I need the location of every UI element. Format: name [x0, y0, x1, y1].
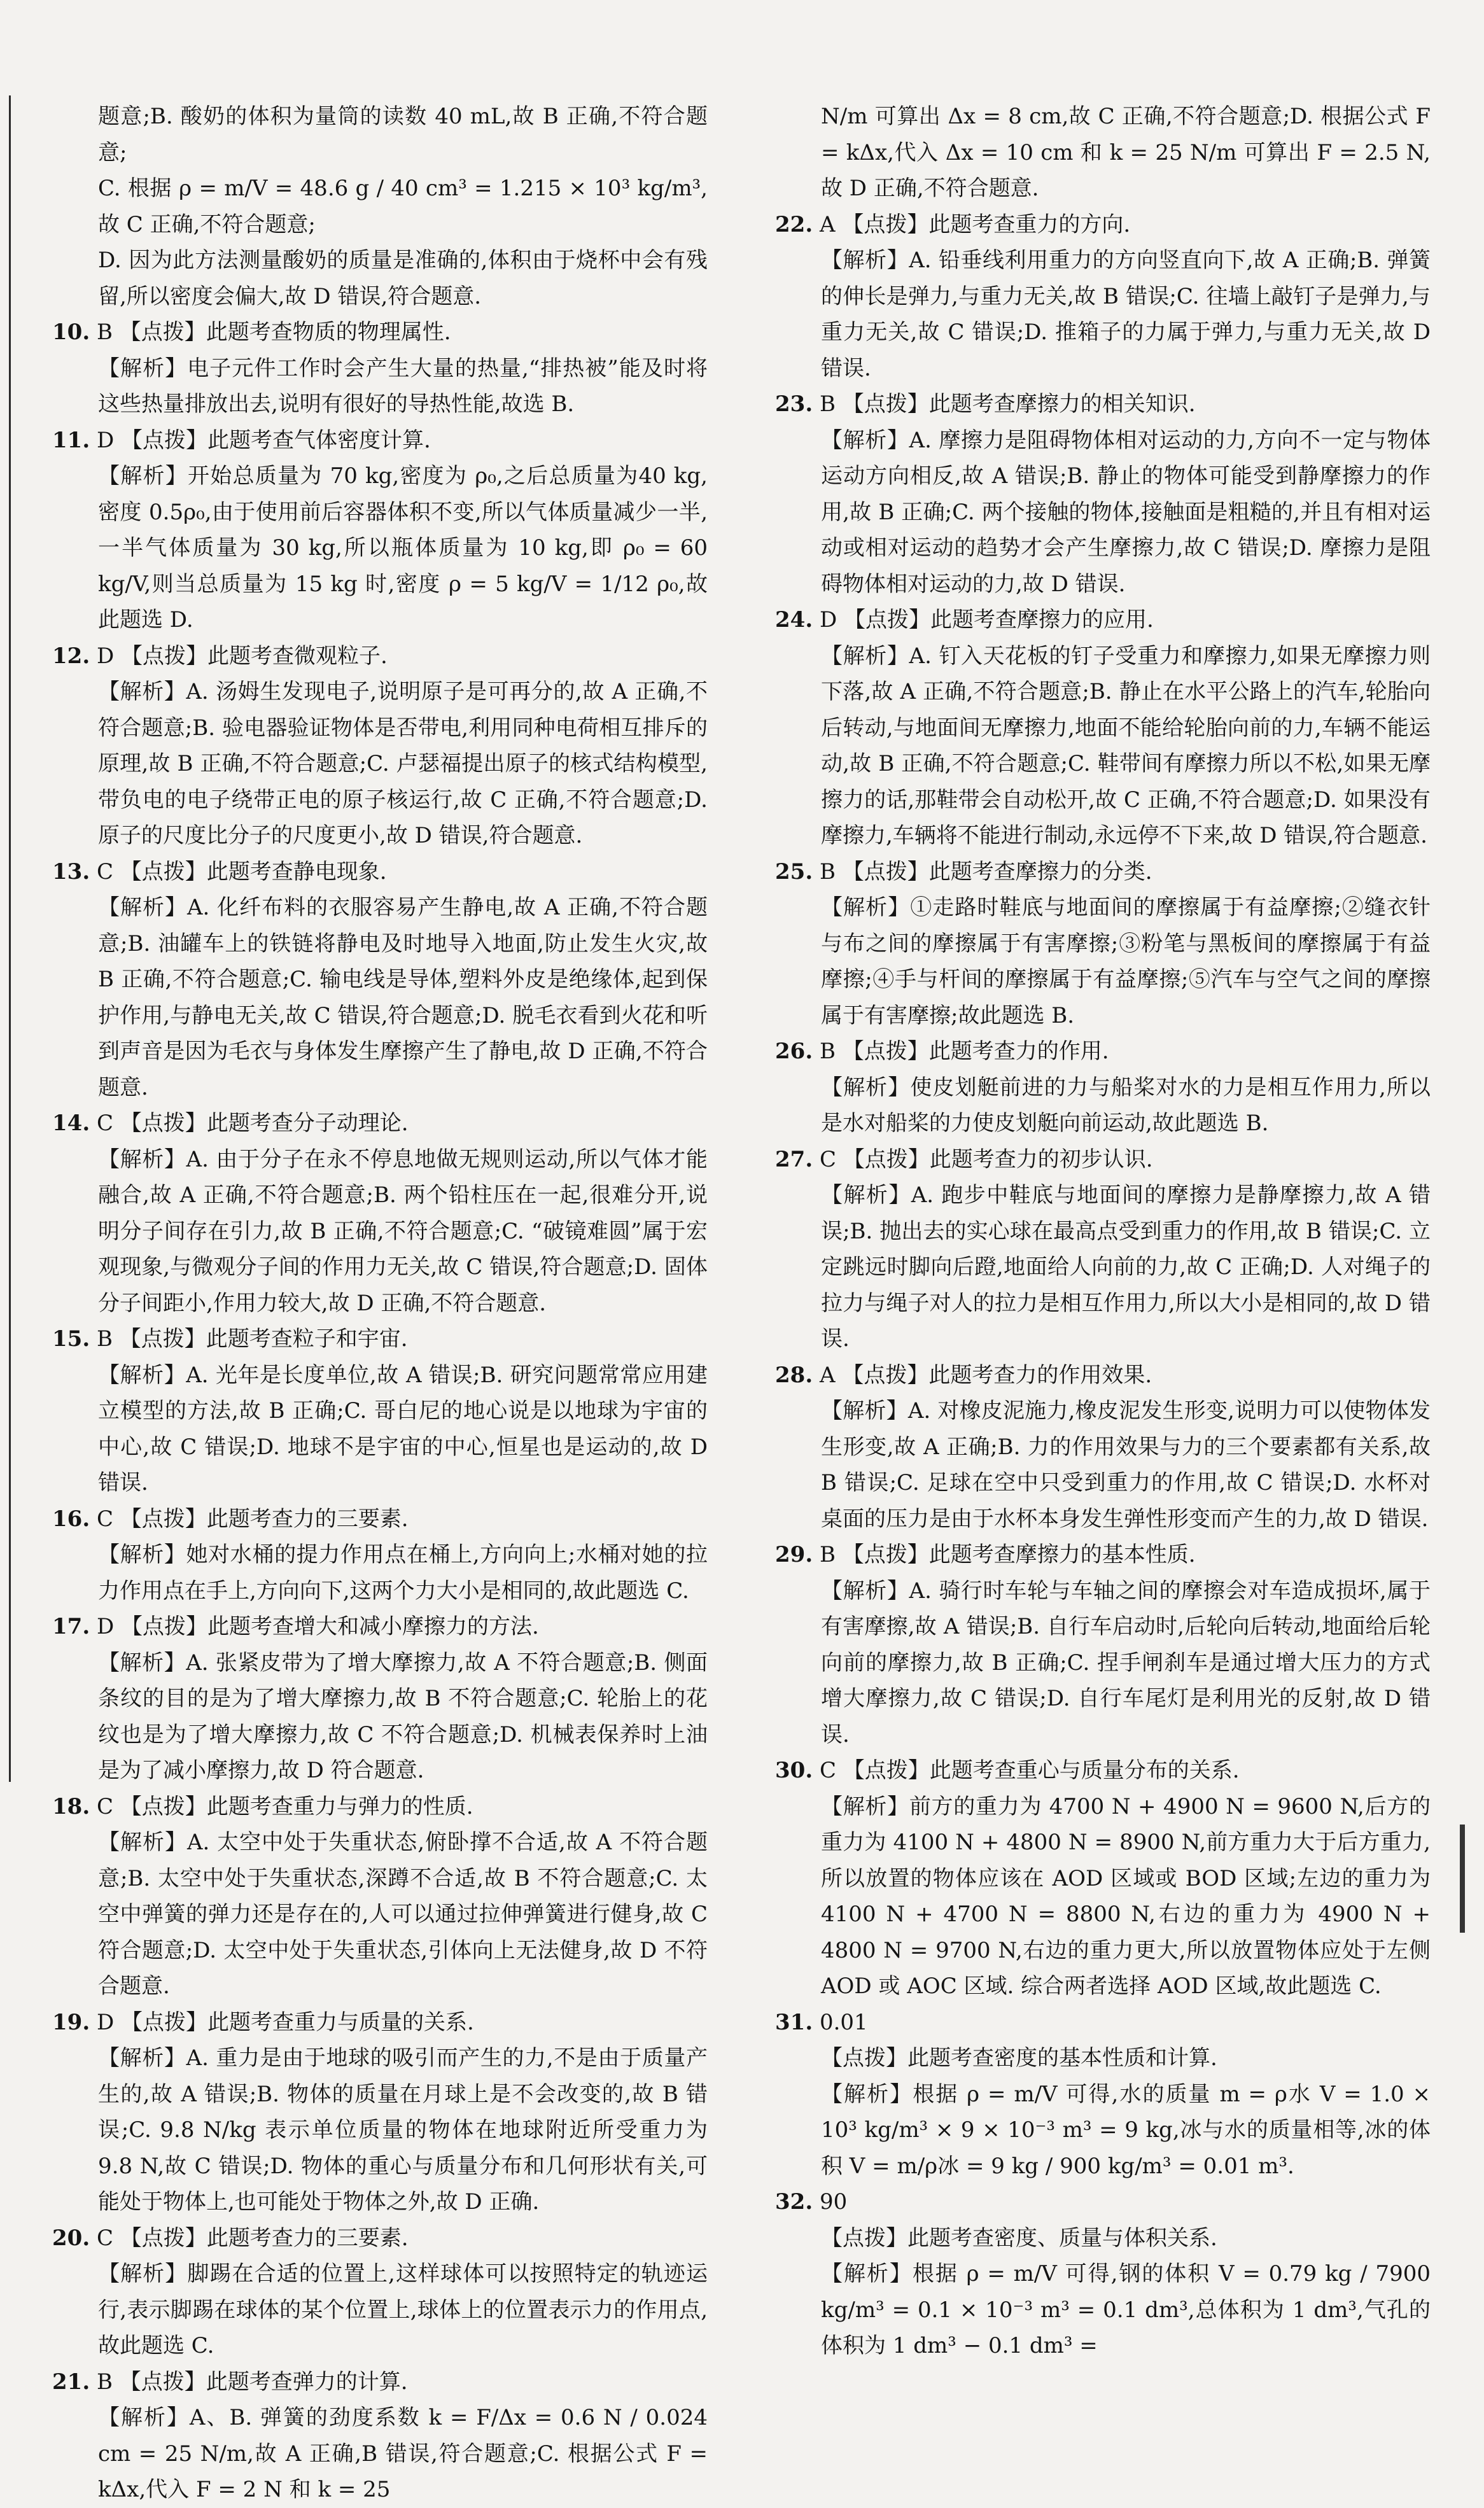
explanation-text: 【解析】A. 骑行时车轮与车轴之间的摩擦会对车造成损坏,属于有害摩擦,故 A 错误;B. 自行车启动时,后轮向后转动,地面给后轮向前的摩擦力,故 B 正确;C. 捏手闸刹车是通过增大压力的方式增大摩擦力,故 C 错误;D. 自行车尾灯是利用光的反射,故 D 错误.: [821, 1578, 1431, 1748]
answer-header: B 【点拨】此题考查弹力的计算.: [90, 2369, 408, 2395]
answer-item: [775, 854, 1431, 890]
explanation-text: 【解析】电子元件工作时会产生大量的热量,“排热被”能及时将这些热量排放出去,说明有很好的导热性能,故选 B.: [98, 355, 708, 417]
answer-item: [775, 1033, 1431, 1070]
question-number: 23.: [775, 391, 813, 417]
explanation-text: 【解析】A、B. 弹簧的劲度系数 k = F/Δx = 0.6 N / 0.024 cm = 25 N/m,故 A 正确,B 错误,符合题意;C. 根据公式 F = kΔx,代入 F = 2 N 和 k = 25: [98, 2405, 708, 2502]
answer-item: [52, 1105, 708, 1142]
question-number: 12.: [52, 643, 90, 669]
answer-header: D 【点拨】此题考查气体密度计算.: [90, 427, 431, 453]
answer-header: C 【点拨】此题考查力的三要素.: [90, 1506, 409, 1532]
question-number: 19.: [52, 2009, 90, 2035]
question-number: 13.: [52, 858, 90, 885]
explanation-text: 【解析】A. 钉入天花板的钉子受重力和摩擦力,如果无摩擦力则下落,故 A 正确,不符合题意;B. 静止在水平公路上的汽车,轮胎向后转动,与地面间无摩擦力,地面不能给轮胎向前的力,车辆不能运动,故 B 正确,不符合题意;C. 鞋带间有摩擦力所以不松,如果无摩擦力的话,那鞋带会自动松开,故 C 正确,不符合题意;D. 如果没有摩擦力,车辆将不能进行制动,永远停不下来,故 D 错误,符合题意.: [821, 643, 1431, 848]
answer-header: B 【点拨】此题考查粒子和宇宙.: [90, 1326, 408, 1352]
answer-item: [52, 2364, 708, 2400]
answer-header: D 【点拨】此题考查摩擦力的应用.: [813, 607, 1154, 633]
answer-header: D 【点拨】此题考查增大和减小摩擦力的方法.: [90, 1614, 539, 1639]
explanation-text: 【解析】根据 ρ = m/V 可得,钢的体积 V = 0.79 kg / 7900 kg/m³ = 0.1 × 10⁻³ m³ = 0.1 dm³,总体积为 1 dm³,气孔的体积为 1 dm³ − 0.1 dm³ =: [821, 2261, 1431, 2358]
answer-item: [52, 638, 708, 675]
answer-header: B 【点拨】此题考查摩擦力的相关知识.: [813, 391, 1196, 417]
explanation-text: 【解析】A. 跑步中鞋底与地面间的摩擦力是静摩擦力,故 A 错误;B. 抛出去的实心球在最高点受到重力的作用,故 B 错误;C. 立定跳远时脚向后蹬,地面给人向前的力,故 C 正确;D. 人对绳子的拉力与绳子对人的拉力是相互作用力,所以大小是相同的,故 D 错误.: [821, 1182, 1431, 1352]
explanation-text: 【解析】A. 张紧皮带为了增大摩擦力,故 A 不符合题意;B. 侧面条纹的目的是为了增大摩擦力,故 B 不符合题意;C. 轮胎上的花纹也是为了增大摩擦力,故 C 不符合题意;D. 机械表保养时上油是为了减小摩擦力,故 D 符合题意.: [98, 1650, 708, 1783]
explanation-text: 【解析】A. 光年是长度单位,故 A 错误;B. 研究问题常常应用建立模型的方法,故 B 正确;C. 哥白尼的地心说是以地球为宇宙的中心,故 C 错误;D. 地球不是宇宙的中心,恒星也是运动的,故 D 错误.: [98, 1362, 708, 1496]
answer-header: B 【点拨】此题考查物质的物理属性.: [90, 319, 451, 345]
answer-item: [52, 1501, 708, 1538]
question-number: 22.: [775, 211, 813, 237]
answer-header: C 【点拨】此题考查静电现象.: [90, 858, 387, 885]
explanation-text: 【解析】A. 化纤布料的衣服容易产生静电,故 A 正确,不符合题意;B. 油罐车上的铁链将静电及时地导入地面,防止发生火灾,故 B 正确,不符合题意;C. 输电线是导体,塑料外皮是绝缘体,起到保护作用,与静电无关,故 C 错误,符合题意;D. 脱毛衣看到火花和听到声音是因为毛衣与身体发生摩擦产生了静电,故 D 正确,不符合题意.: [98, 895, 708, 1100]
answer-item: [775, 1357, 1431, 1394]
explanation-text: 【解析】她对水桶的提力作用点在桶上,方向向上;水桶对她的拉力作用点在手上,方向向下,这两个力大小是相同的,故此题选 C.: [98, 1542, 708, 1604]
scan-edge-mark: [1460, 1825, 1465, 1933]
answer-item: [775, 1537, 1431, 1573]
question-number: 18.: [52, 1793, 90, 1819]
question-number: 24.: [775, 607, 813, 633]
question-number: 31.: [775, 2009, 813, 2035]
answer-header: B 【点拨】此题考查摩擦力的分类.: [813, 858, 1152, 885]
explanation-text: 【解析】使皮划艇前进的力与船桨对水的力是相互作用力,所以是水对船桨的力使皮划艇向前运动,故此题选 B.: [821, 1074, 1431, 1136]
answer-item: [52, 423, 708, 459]
binding-edge-line: [9, 95, 11, 1782]
explanation-text: 【解析】开始总质量为 70 kg,密度为 ρ₀,之后总质量为40 kg,密度 0.5ρ₀,由于使用前后容器体积不变,所以气体质量减少一半,一半气体质量为 30 kg,所以瓶体质量为 10 kg,即 ρ₀ = 60 kg/V,则当总质量为 15 kg 时,密度 ρ = 5 kg/V = 1/12 ρ₀,故此题选 D.: [98, 463, 708, 633]
question-number: 32.: [775, 2189, 813, 2215]
answer-item: [775, 207, 1431, 243]
question-number: 26.: [775, 1039, 813, 1064]
answer-header: 0.01: [813, 2009, 868, 2035]
question-number: 21.: [52, 2369, 90, 2395]
explanation-text: 【点拨】此题考查密度的基本性质和计算.: [821, 2045, 1217, 2071]
answer-header: B 【点拨】此题考查力的作用.: [813, 1039, 1109, 1064]
answer-item: [52, 2005, 708, 2041]
answer-item: [775, 386, 1431, 423]
answer-header: C 【点拨】此题考查力的初步认识.: [813, 1146, 1153, 1172]
answer-item: [52, 1609, 708, 1645]
explanation-text: 【解析】前方的重力为 4700 N + 4900 N = 9600 N,后方的重力为 4100 N + 4800 N = 8900 N,前方重力大于后方重力,所以放置的物体应该在 AOD 区域或 BOD 区域;左边的重力为 4100 N + 4700 N = 8800 N,右边的重力为 4900 N + 4800 N = 9700 N,右边的重力更大,所以放置物体应处于左侧 AOD 或 AOC 区域. 综合两者选择 AOD 区域,故此题选 C.: [821, 1793, 1431, 1999]
answer-header: D 【点拨】此题考查微观粒子.: [90, 643, 388, 669]
explanation-text: 题意;B. 酸奶的体积为量筒的读数 40 mL,故 B 正确,不符合题意;: [98, 104, 708, 165]
explanation-text: 【解析】根据 ρ = m/V 可得,水的质量 m = ρ水 V = 1.0 × 10³ kg/m³ × 9 × 10⁻³ m³ = 9 kg,冰与水的质量相等,冰的体积 V = m/ρ冰 = 9 kg / 900 kg/m³ = 0.01 m³.: [821, 2081, 1431, 2179]
answer-header: D 【点拨】此题考查重力与质量的关系.: [90, 2009, 474, 2035]
explanation-text: 【解析】A. 铅垂线利用重力的方向竖直向下,故 A 正确;B. 弹簧的伸长是弹力,与重力无关,故 B 错误;C. 往墙上敲钉子是弹力,与重力无关,故 C 错误;D. 推箱子的力属于弹力,与重力无关,故 D 错误.: [821, 248, 1431, 381]
question-number: 16.: [52, 1506, 90, 1532]
answer-item: [775, 1753, 1431, 1789]
question-number: 10.: [52, 319, 90, 345]
answer-item: [775, 2005, 1431, 2041]
answer-header: B 【点拨】此题考查摩擦力的基本性质.: [813, 1542, 1196, 1567]
question-number: 14.: [52, 1110, 90, 1136]
answer-header: C 【点拨】此题考查力的三要素.: [90, 2225, 409, 2251]
question-number: 20.: [52, 2225, 90, 2251]
question-number: 27.: [775, 1146, 813, 1172]
explanation-text: C. 根据 ρ = m/V = 48.6 g / 40 cm³ = 1.215 × 10³ kg/m³,故 C 正确,不符合题意;: [98, 176, 708, 237]
explanation-text: 【解析】A. 摩擦力是阻碍物体相对运动的力,方向不一定与物体运动方向相反,故 A 错误;B. 静止的物体可能受到静摩擦力的作用,故 B 正确;C. 两个接触的物体,接触面是粗糙的,并且有相对运动或相对运动的趋势才会产生摩擦力,故 C 错误;D. 摩擦力是阻碍物体相对运动的力,故 D 错误.: [821, 427, 1431, 597]
answer-header: C 【点拨】此题考查分子动理论.: [90, 1110, 409, 1136]
explanation-text: 【解析】A. 对橡皮泥施力,橡皮泥发生形变,说明力可以使物体发生形变,故 A 正确;B. 力的作用效果与力的三个要素都有关系,故 B 错误;C. 足球在空中只受到重力的作用,故 C 错误;D. 水杯对桌面的压力是由于水杯本身发生弹性形变而产生的力,故 D 错误.: [821, 1398, 1431, 1532]
left-column: [52, 99, 708, 2508]
explanation-text: N/m 可算出 Δx = 8 cm,故 C 正确,不符合题意;D. 根据公式 F = kΔx,代入 Δx = 10 cm 和 k = 25 N/m 可算出 F = 2.5 N,故 D 正确,不符合题意.: [821, 104, 1431, 201]
question-number: 25.: [775, 858, 813, 885]
question-number: 11.: [52, 427, 90, 453]
answer-header: C 【点拨】此题考查重心与质量分布的关系.: [813, 1758, 1240, 1783]
explanation-text: 【解析】A. 由于分子在永不停息地做无规则运动,所以气体才能融合,故 A 正确,不符合题意;B. 两个铅柱压在一起,很难分开,说明分子间存在引力,故 B 正确,不符合题意;C. “破镜难圆”属于宏观现象,与微观分子间的作用力无关,故 C 错误,符合题意;D. 固体分子间距小,作用力较大,故 D 正确,不符合题意.: [98, 1146, 708, 1316]
question-number: 15.: [52, 1326, 90, 1352]
explanation-text: 【解析】①走路时鞋底与地面间的摩擦属于有益摩擦;②缝衣针与布之间的摩擦属于有害摩擦;③粉笔与黑板间的摩擦属于有益摩擦;④手与杆间的摩擦属于有益摩擦;⑤汽车与空气之间的摩擦属于有害摩擦;故此题选 B.: [821, 895, 1431, 1028]
answer-header: 90: [813, 2189, 848, 2215]
answer-header: A 【点拨】此题考查力的作用效果.: [813, 1362, 1152, 1388]
question-number: 17.: [52, 1614, 90, 1639]
question-number: 30.: [775, 1758, 813, 1783]
answer-item: [775, 2184, 1431, 2220]
answer-item: [775, 602, 1431, 638]
explanation-text: 【解析】A. 汤姆生发现电子,说明原子是可再分的,故 A 正确,不符合题意;B. 验电器验证物体是否带电,利用同种电荷相互排斥的原理,故 B 正确,不符合题意;C. 卢瑟福提出原子的核式结构模型,带负电的电子绕带正电的原子核运行,故 C 正确,不符合题意;D. 原子的尺度比分子的尺度更小,故 D 错误,符合题意.: [98, 679, 708, 848]
answer-header: C 【点拨】此题考查重力与弹力的性质.: [90, 1793, 473, 1819]
explanation-text: 【解析】A. 太空中处于失重状态,俯卧撑不合适,故 A 不符合题意;B. 太空中处于失重状态,深蹲不合适,故 B 不符合题意;C. 太空中弹簧的弹力还是存在的,人可以通过拉伸弹簧进行健身,故 C 符合题意;D. 太空中处于失重状态,引体向上无法健身,故 D 不符合题意.: [98, 1830, 708, 1999]
explanation-text: 【解析】脚踢在合适的位置上,这样球体可以按照特定的轨迹运行,表示脚踢在球体的某个位置上,球体上的位置表示力的作用点,故此题选 C.: [98, 2261, 708, 2358]
right-column: [775, 99, 1431, 2364]
answer-item: [52, 1321, 708, 1357]
answer-header: A 【点拨】此题考查重力的方向.: [813, 211, 1131, 237]
explanation-text: 【点拨】此题考查密度、质量与体积关系.: [821, 2225, 1217, 2251]
answer-item: [775, 1142, 1431, 1178]
answer-item: [52, 854, 708, 890]
answer-item: [52, 1789, 708, 1825]
answer-item: [52, 314, 708, 351]
explanation-text: D. 因为此方法测量酸奶的质量是准确的,体积由于烧杯中会有残留,所以密度会偏大,故 D 错误,符合题意.: [98, 248, 708, 309]
explanation-text: 【解析】A. 重力是由于地球的吸引而产生的力,不是由于质量产生的,故 A 错误;B. 物体的质量在月球上是不会改变的,故 B 错误;C. 9.8 N/kg 表示单位质量的物体在地球附近所受重力为 9.8 N,故 C 错误;D. 物体的重心与质量分布和几何形状有关,可能处于物体上,也可能处于物体之外,故 D 正确.: [98, 2045, 708, 2215]
question-number: 29.: [775, 1542, 813, 1567]
question-number: 28.: [775, 1362, 813, 1388]
answer-item: [52, 2220, 708, 2257]
